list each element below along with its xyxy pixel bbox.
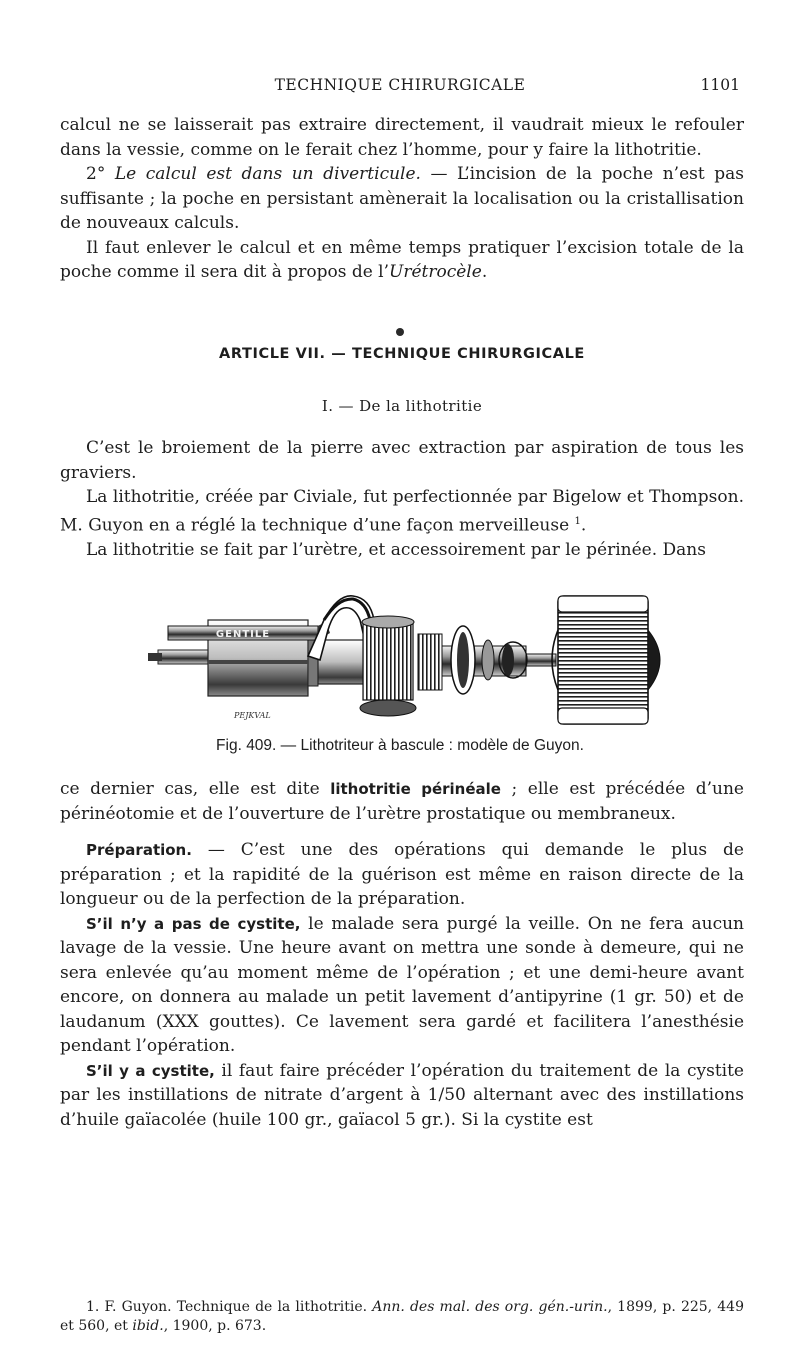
paragraph-text: ; elle est précédée d’une périnéotomie et de l’ouverture de l’urètre prostatique ou membraneux. [60,779,744,824]
running-head [60,76,740,102]
bold-term: lithotritie périnéale [330,780,501,798]
paragraph-text: La lithotritie, créée par Civiale, fut perfectionnée par Bigelow et Thompson. M. Guyon en a réglé la technique d’une façon merveilleuse [60,487,744,536]
article-heading: ARTICLE VII. — TECHNIQUE CHIRURGICALE [219,346,585,362]
page-number: 1101 [700,76,740,94]
paragraph-perineale [60,777,744,826]
paragraph-text: calcul ne se laisserait pas extraire directement, il vaudrait mieux le refouler dans la vessie, comme on le ferait chez l’homme, pour y faire la lithotritie. [60,115,744,160]
paragraph-history [60,485,744,538]
engraver-signature: PEJKVAL [234,711,271,720]
paragraph-diverticule [60,162,744,236]
cross-reference: Urétrocèle [389,262,482,282]
footnote-part: , 1899, p. 225, 449 et 560, et [60,1299,744,1334]
punctuation: . [481,262,488,282]
journal-title: Ann. des mal. des org. gén.-urin. [372,1299,608,1315]
paragraph-avec-cystite [60,1059,744,1133]
section-continuation [60,113,744,285]
paragraph-excision [60,236,744,285]
ornament [60,321,740,340]
ibid-abbrev: ibid. [132,1318,164,1334]
paragraph-routes: La lithotritie se fait par l’urètre, et accessoirement par le périnée. Dans [86,539,706,560]
list-number: 2° [86,164,115,184]
lithotrite-illustration [148,590,698,730]
section-preparation [60,777,744,1132]
footnote-part: , 1900, p. 673. [163,1318,267,1334]
paragraph-text: le malade sera purgé la veille. On ne fera aucun lavage de la vessie. Une heure avant on mettra une sonde à demeure, qui ne sera enlevée qu’au moment même de l’opération ; et une demi-heure avant encore, on donnera au malade un petit lavement d’antipyrine (1 gr. 50) et de laudanum (XXX gouttes). Ce lavement sera gardé et facilitera l’anesthésie pendant l’opération. [60,913,744,1056]
footnote-part: 1. F. Guyon. Technique de la lithotritie. [86,1299,373,1315]
footnote-ref: 1 [574,515,581,527]
punctuation: . [580,515,587,536]
paragraph-text: — C’est une des opérations qui demande le plus de préparation ; et la rapidité de la guérison est même en raison directe de la longueur ou de la perfection de la préparation. [60,840,744,909]
figure-caption: Fig. 409. — Lithotriteur à bascule : modèle de Guyon. [216,737,584,754]
footnote [60,1298,744,1336]
paragraph-text: — L’incision de la poche n’est pas suffisante ; la poche en persistant amènerait la localisation ou la cristallisation de nouveaux calculs. [60,164,744,233]
bold-term: Préparation. [86,841,192,859]
bold-term: S’il y a cystite, [86,1061,215,1080]
footnote-text [60,1298,744,1336]
engraved-label: GENTILE [215,629,271,640]
dot-ornament-icon [396,328,404,336]
paragraph-sans-cystite [60,912,744,1059]
paragraph-text: ce dernier cas, elle est dite [60,779,331,799]
bold-term: S’il n’y a pas de cystite, [86,914,301,933]
paragraph-calcul [60,113,744,162]
case-title: Le calcul est dans un diverticule. [114,164,421,184]
figure-lithotriteur [148,590,698,730]
paragraph-preparation [60,838,744,912]
section-heading: I. — De la lithotritie [321,397,483,415]
paragraph-text: il faut faire précéder l’opération du traitement de la cystite par les instillations de nitrate d’argent à 1/50 alternant avec des instillations d’huile gaïacolée (huile 100 gr., gaïacol 5 gr.). Si la cystite est [60,1060,744,1130]
running-title: TECHNIQUE CHIRURGICALE [274,76,526,94]
paragraph-text: Il faut enlever le calcul et en même temps pratiquer l’excision totale de la poche comme il sera dit à propos de l’ [60,237,744,282]
paragraph-definition: C’est le broiement de la pierre avec extraction par aspiration de tous les graviers. [60,438,744,483]
section-lithotritie [60,436,744,562]
